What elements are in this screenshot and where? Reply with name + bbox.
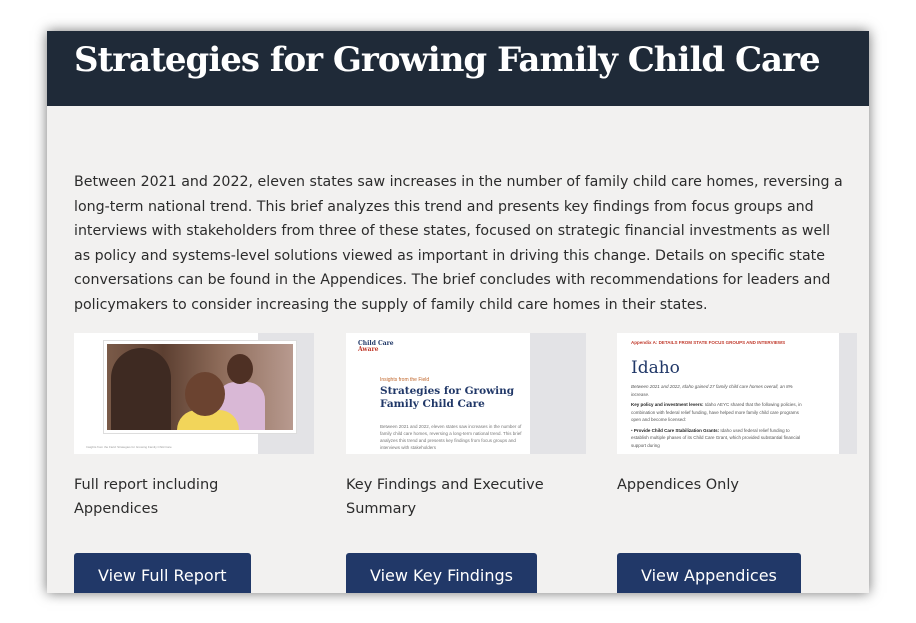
thumbnail-title: Strategies for Growing Family Child Care — [380, 385, 515, 410]
photo-child-face — [227, 354, 253, 384]
logo-text-top: Child Care — [358, 340, 394, 347]
thumbnail-side-strip — [530, 333, 586, 454]
family-photo — [104, 341, 296, 433]
bullet-text: Idaho used federal relief funding to establish multiple phases of its Child Care Grant, which provided substantial financial support during — [631, 427, 801, 448]
view-key-findings-button[interactable]: View Key Findings — [346, 553, 537, 593]
photo-adult — [111, 348, 171, 430]
view-appendices-button[interactable]: View Appendices — [617, 553, 801, 593]
resource-label: Full report including Appendices — [74, 477, 219, 517]
photo-toddler-face — [185, 372, 225, 416]
logo-text-bottom: Aware — [358, 346, 379, 353]
thumbnail-body-text: Between 2021 and 2022, eleven states saw increases in the number of family child care homes, reversing a long-term national trend. This brief analyzes this trend and presents key findings from focus groups and interviews with stakeholders — [380, 424, 522, 450]
view-full-report-button[interactable]: View Full Report — [74, 553, 251, 593]
thumbnail-title: Idaho — [631, 358, 680, 378]
thumbnail-eyebrow: Appendix A: DETAILS FROM STATE FOCUS GROUPS AND INTERVIEWS — [631, 340, 786, 345]
thumbnail-body-text — [631, 383, 806, 449]
thumbnail-footer-text: Insights from the Field: Strategies for Growing Family Child Care — [86, 445, 172, 449]
key-findings-thumbnail[interactable] — [346, 333, 586, 454]
appendices-thumbnail[interactable] — [617, 333, 857, 454]
child-care-aware-logo — [358, 341, 394, 353]
levers-text: Idaho AEYC shared that the following policies, in combination with federal relief funding, have helped more family child care programs open and become licensed: — [631, 402, 802, 422]
thumbnail-side-strip — [839, 333, 857, 454]
thumbnail-levers-paragraph — [631, 401, 806, 424]
page-title: Strategies for Growing Family Child Care — [74, 40, 820, 80]
intro-paragraph: Between 2021 and 2022, eleven states saw increases in the number of family child care homes, reversing a long-term national trend. This brief analyzes this trend and presents key findings from focus groups and interviews with stakeholders from three of these states, focused on strategic financial investments as well as policy and systems-level solutions viewed as important in driving this change. Details on specific state conversations can be found in the Appendices. The brief concludes with recommendations for leaders and policymakers to consider increasing the supply of family child care homes in their states. — [74, 174, 843, 313]
thumbnail-eyebrow: Insights from the Field — [380, 377, 430, 383]
full-report-thumbnail[interactable] — [74, 333, 314, 454]
content-card — [47, 31, 869, 593]
bullet-heading: Provide Child Care Stabilization Grants: — [633, 427, 720, 433]
levers-heading: Key policy and investment levers: — [631, 402, 704, 407]
resource-label: Key Findings and Executive Summary — [346, 477, 544, 517]
thumbnail-bullet: • Provide Child Care Stabilization Grants: Idaho used federal relief funding to establish multiple phases of its Child Care Grant, which provided substantial financial support during — [631, 427, 801, 448]
page-header — [47, 31, 869, 106]
resource-label: Appendices Only — [617, 477, 739, 493]
thumbnail-intro-line: Between 2021 and 2022, Idaho gained 27 family child care homes overall, an 8% increase. — [631, 384, 793, 397]
